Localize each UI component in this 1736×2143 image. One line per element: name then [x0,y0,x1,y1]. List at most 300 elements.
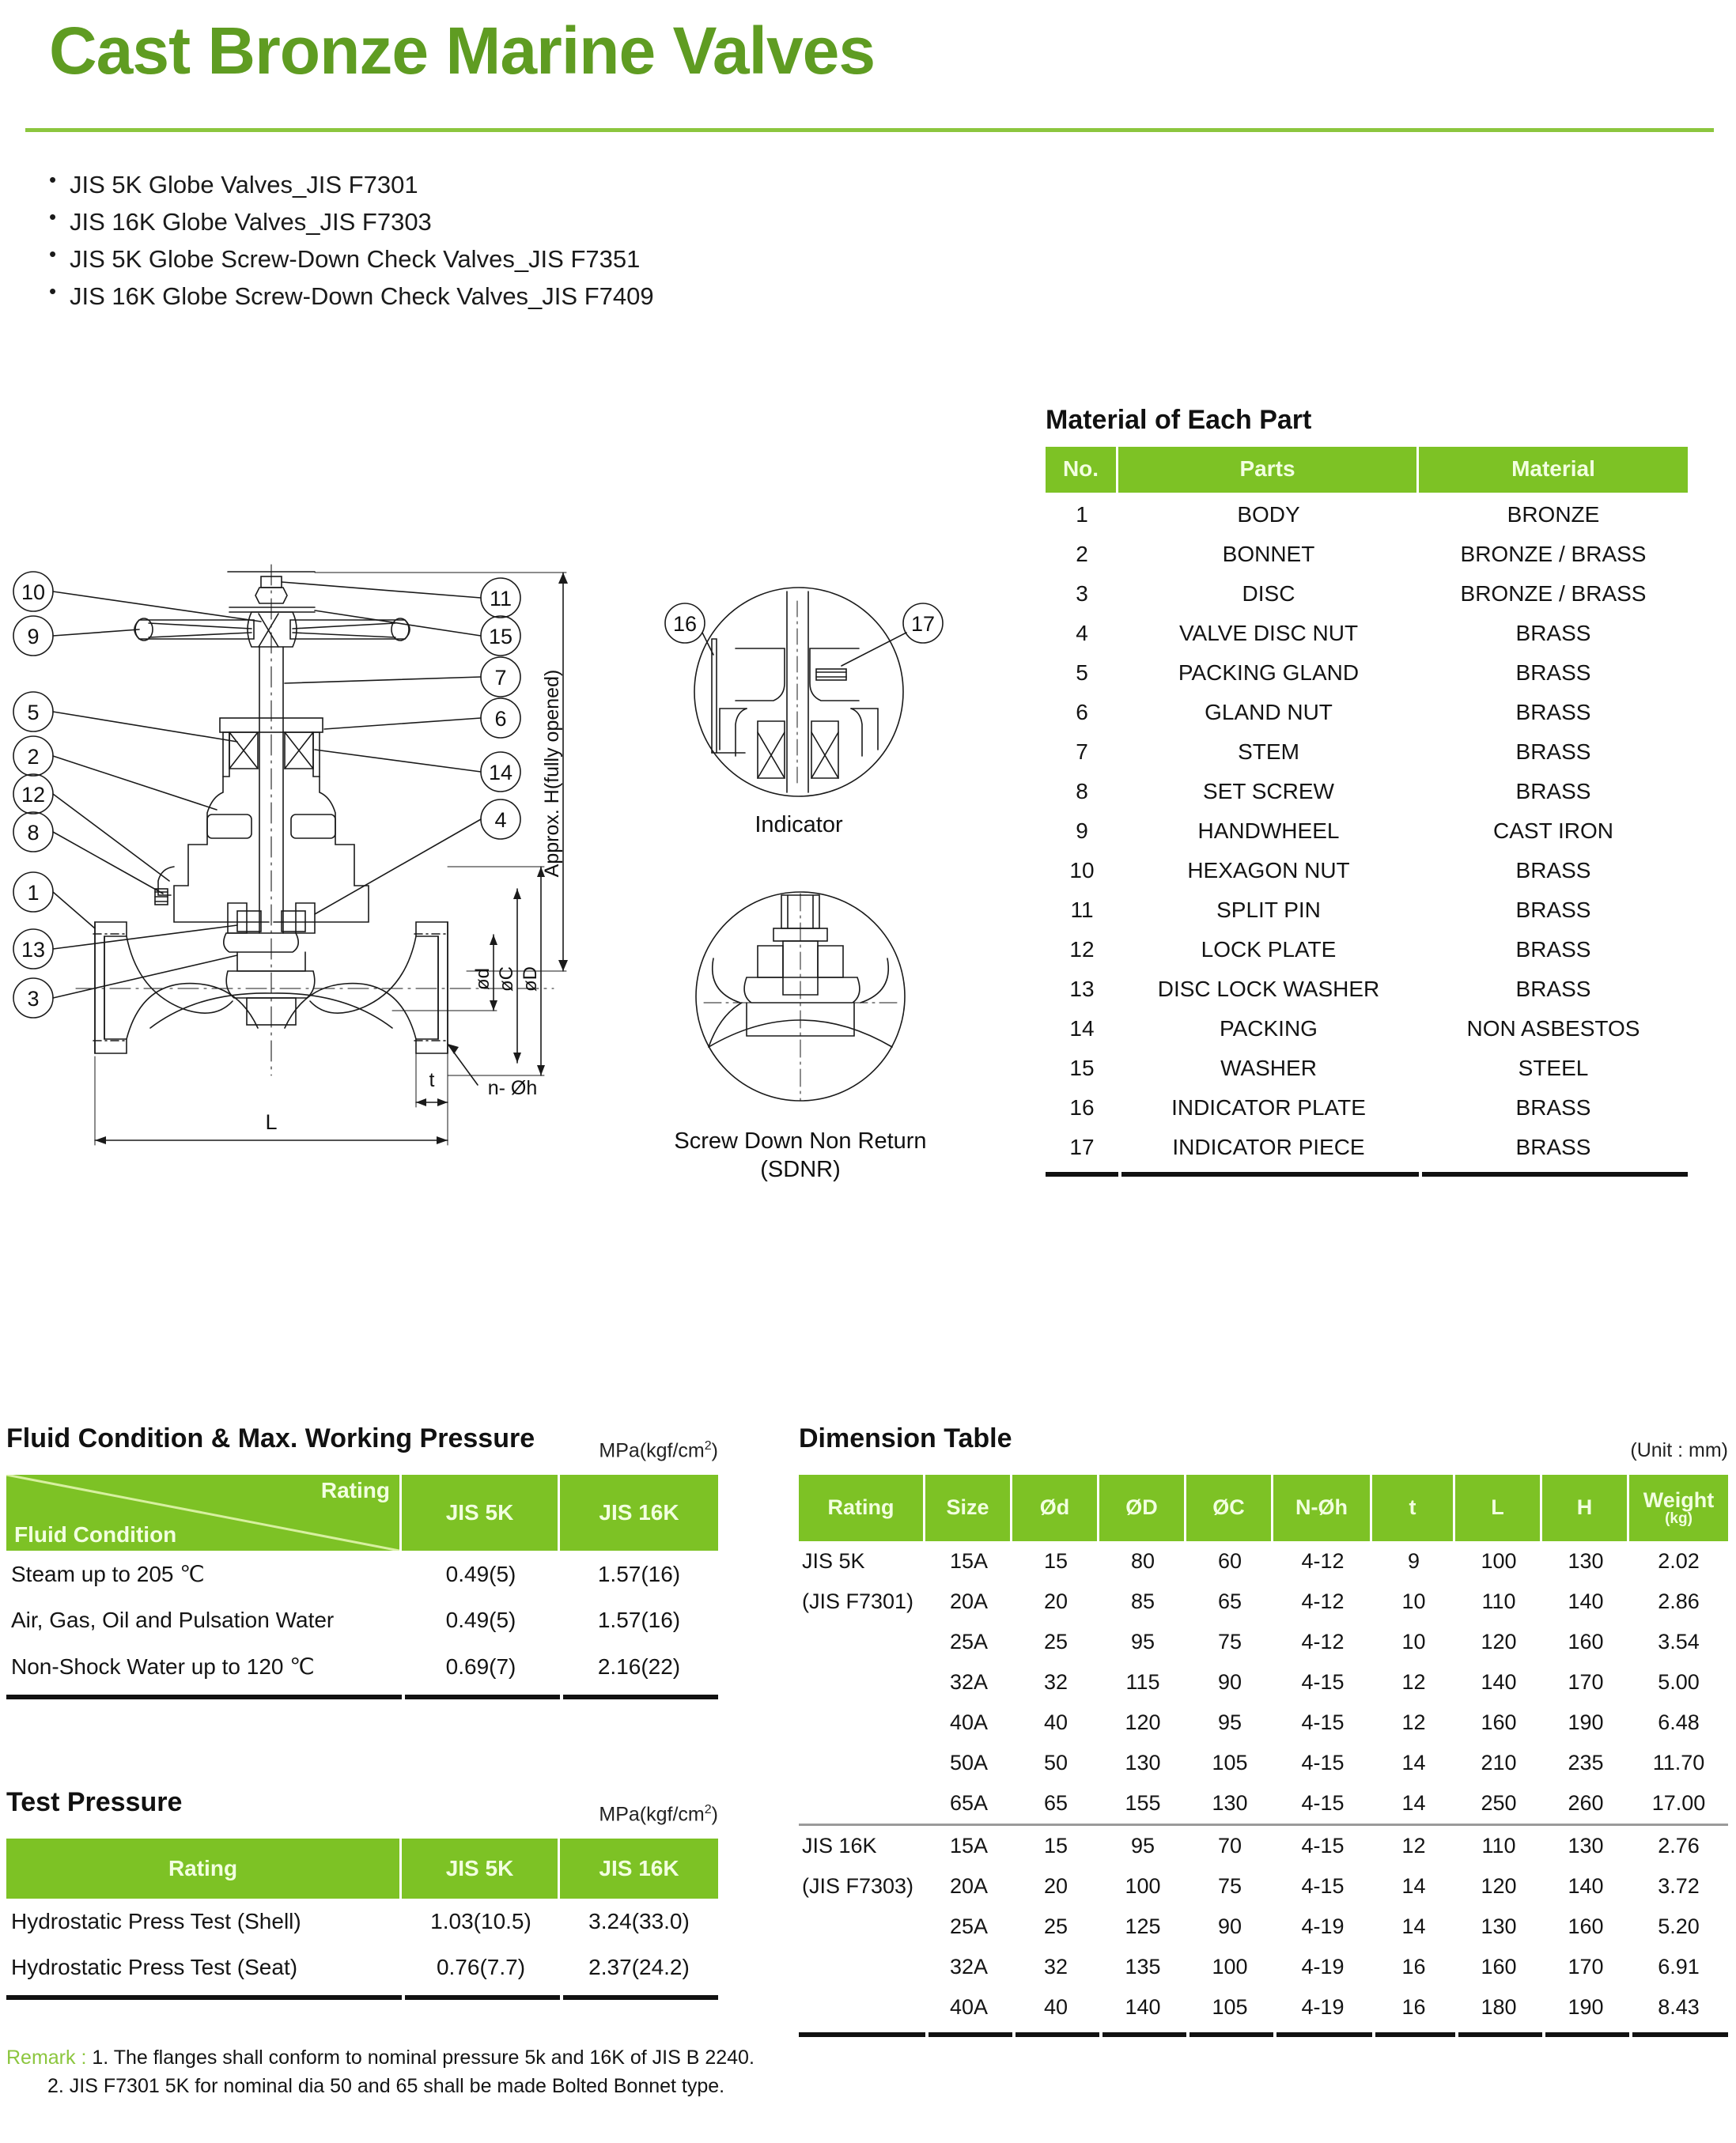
cell-od-d: 20 [1043,1874,1068,1898]
test-table-title: Test Pressure [6,1787,183,1817]
table-row [1046,732,1688,772]
cell-part: WASHER [1220,1056,1317,1080]
dim-label-bolt-circle: øC [496,966,517,992]
cell-size: 15A [949,1549,989,1573]
cell-od-C: 90 [1217,1914,1242,1938]
remark-block [6,2044,845,2100]
page-title: Cast Bronze Marine Valves [49,13,876,88]
table-row [1046,1088,1688,1128]
weight-label: Weight [1643,1487,1715,1512]
column-header-n-oh: N-Øh [1273,1475,1372,1541]
dim-label-holes: n- Øh [487,1077,538,1099]
cell-H: 160 [1568,1914,1604,1938]
table-row [1046,890,1688,930]
cell-H: 190 [1568,1995,1604,2019]
cell-L: 120 [1481,1874,1517,1898]
cell-part: VALVE DISC NUT [1178,621,1359,645]
callout-17: 17 [910,612,936,636]
detail-caption-indicator: Indicator [755,812,843,837]
valve-drawing-svg [0,554,1020,1249]
cell-jis5k: 0.69(7) [445,1654,516,1679]
table-row [799,1743,1728,1783]
cell-no: 9 [1076,818,1088,843]
valve-technical-drawing [0,554,1020,1249]
cell-n-oh: 4-15 [1301,1710,1345,1734]
cell-n-oh: 4-12 [1301,1589,1345,1613]
test-pressure-block [6,1787,718,2000]
cell-t: 14 [1401,1791,1426,1815]
cell-t: 14 [1401,1874,1426,1898]
cell-weight: 5.20 [1658,1914,1700,1938]
cell-L: 120 [1481,1630,1517,1654]
cell-H: 140 [1568,1589,1604,1613]
cell-n-oh: 4-19 [1301,1955,1345,1979]
cell-jis5k: 0.49(5) [445,1608,516,1632]
cell-n-oh: 4-15 [1301,1791,1345,1815]
cell-L: 110 [1481,1834,1516,1858]
cell-part: INDICATOR PIECE [1172,1135,1365,1159]
material-table-title: Material of Each Part [1046,405,1312,435]
dimension-table-unit: (Unit : mm) [1630,1439,1728,1461]
detail-caption-sdnr-line1: Screw Down Non Return [674,1128,927,1154]
cell-rating-empty [799,1703,925,1743]
cell-t: 16 [1401,1995,1426,2019]
cell-L: 160 [1481,1710,1517,1734]
cell-L: 130 [1481,1914,1517,1938]
cell-jis16k: 1.57(16) [597,1561,681,1586]
cell-material: NON ASBESTOS [1466,1016,1640,1041]
cell-H: 130 [1568,1549,1604,1573]
cell-part: STEM [1238,739,1299,764]
dim-label-length: L [265,1110,278,1134]
cell-material: BRONZE [1507,502,1600,527]
column-header-weight [1629,1475,1728,1541]
column-header-parts: Parts [1118,447,1419,495]
cell-material: BRASS [1515,937,1591,962]
remark-line-1: 1. The flanges shall conform to nominal pressure 5k and 16K of JIS B 2240. [92,2047,755,2069]
cell-size: 40A [949,1995,989,2019]
cell-od-D: 115 [1125,1670,1160,1694]
cell-material: BRASS [1515,1135,1591,1159]
table-row [1046,772,1688,811]
column-header-H: H [1542,1475,1629,1541]
cell-L: 110 [1481,1589,1516,1613]
cell-part: BONNET [1222,542,1315,566]
table-row [6,1945,718,1990]
cell-material: BRONZE / BRASS [1460,581,1647,606]
column-header-L: L [1455,1475,1542,1541]
cell-H: 140 [1568,1874,1604,1898]
cell-od-C: 75 [1217,1630,1242,1654]
cell-t: 16 [1401,1955,1426,1979]
table-header-row [1046,447,1688,495]
title-divider [25,128,1714,132]
cell-material: BRASS [1515,977,1591,1001]
cell-od-C: 105 [1212,1751,1248,1774]
cell-no: 13 [1069,977,1095,1001]
callout-10: 10 [21,580,46,604]
table-header-row [799,1475,1728,1541]
material-table-block [1046,405,1688,1177]
cell-no: 17 [1069,1135,1095,1159]
dimension-table-block [799,1423,1728,2037]
cell-od-D: 95 [1130,1630,1155,1654]
cell-no: 2 [1076,542,1088,566]
callout-1: 1 [27,881,40,905]
table-row [1046,653,1688,693]
dim-label-thickness: t [429,1069,435,1091]
cell-no: 15 [1069,1056,1095,1080]
cell-od-d: 25 [1043,1914,1068,1938]
cell-jis5k: 1.03(10.5) [430,1909,531,1933]
cell-fluid-condition: Non-Shock Water up to 120 ℃ [11,1654,315,1679]
cell-size: 32A [949,1955,989,1979]
cell-od-C: 130 [1212,1791,1248,1815]
dimension-table-title: Dimension Table [799,1423,1012,1453]
cell-part: HEXAGON NUT [1187,858,1350,883]
table-row [1046,1128,1688,1167]
cell-od-d: 50 [1043,1751,1068,1774]
cell-od-C: 70 [1217,1834,1242,1858]
table-row [799,1947,1728,1987]
callout-9: 9 [27,625,40,648]
cell-material: CAST IRON [1493,818,1613,843]
cell-part: INDICATOR PLATE [1171,1095,1366,1120]
callout-14: 14 [488,761,513,784]
callout-4: 4 [494,808,507,832]
test-table-unit: $MPa(kgf/cm^2)$ [599,1802,718,1825]
cell-rating-empty [799,1743,925,1783]
cell-od-d: 20 [1043,1589,1068,1613]
cell-n-oh: 4-15 [1301,1834,1345,1858]
cell-size: 50A [949,1751,989,1774]
callout-12: 12 [21,783,46,807]
table-row [1046,851,1688,890]
table-row [799,1582,1728,1622]
table-row [1046,495,1688,535]
cell-n-oh: 4-15 [1301,1670,1345,1694]
cell-L: 140 [1481,1670,1517,1694]
cell-weight: 2.86 [1658,1589,1700,1613]
cell-od-D: 85 [1130,1589,1155,1613]
cell-od-d: 32 [1043,1670,1068,1694]
cell-weight: 11.70 [1652,1751,1705,1774]
table-row [799,1866,1728,1907]
cell-t: 10 [1401,1589,1426,1613]
cell-weight: 8.43 [1658,1995,1700,2019]
cell-H: 170 [1568,1670,1604,1694]
cell-material: BRASS [1515,739,1591,764]
cell-test-name: Hydrostatic Press Test (Shell) [11,1909,301,1933]
cell-test-name: Hydrostatic Press Test (Seat) [11,1955,298,1979]
cell-no: 1 [1076,502,1088,527]
fluid-table-title: Fluid Condition & Max. Working Pressure [6,1423,535,1453]
cell-material: BRASS [1515,700,1591,724]
cell-L: 160 [1481,1955,1517,1979]
material-table-bottom-rule [1046,1172,1688,1177]
cell-rating-empty [799,1907,925,1947]
cell-material: BRASS [1515,660,1591,685]
cell-t: 14 [1401,1914,1426,1938]
cell-part: DISC LOCK WASHER [1157,977,1380,1001]
cell-rating-empty [799,1987,925,2028]
table-row [799,1783,1728,1824]
cell-t: 14 [1401,1751,1426,1774]
table-header-row [6,1475,718,1551]
cell-od-D: 80 [1130,1549,1155,1573]
cell-size: 20A [949,1874,989,1898]
cell-part: SET SCREW [1203,779,1334,803]
fluid-table-bottom-rule [6,1695,718,1699]
cell-fluid-condition: Steam up to 205 ℃ [11,1562,205,1586]
cell-no: 11 [1070,898,1094,922]
fluid-condition-block [6,1423,718,1699]
list-item: • JIS 16K Globe Screw-Down Check Valves_JIS F7409 [49,278,998,315]
table-row [799,1703,1728,1743]
cell-L: 250 [1481,1791,1517,1815]
table-row [1046,930,1688,969]
cell-size: 40A [949,1710,989,1734]
cell-rating: JIS 16K [802,1834,877,1858]
table-row [799,1622,1728,1662]
table-row [1046,614,1688,653]
remark-label: Remark : [6,2047,87,2069]
cell-od-d: 15 [1043,1834,1068,1858]
cell-n-oh: 4-12 [1301,1630,1345,1654]
callout-11: 11 [489,587,512,610]
cell-jis16k: 2.37(24.2) [588,1955,690,1979]
list-item: • JIS 5K Globe Valves_JIS F7301 [49,166,998,203]
cell-od-d: 65 [1043,1791,1068,1815]
cell-n-oh: 4-15 [1301,1751,1345,1774]
cell-no: 8 [1076,779,1088,803]
table-row [1046,969,1688,1009]
column-header-size: Size [925,1475,1012,1541]
table-row [799,1987,1728,2028]
cell-n-oh: 4-19 [1301,1914,1345,1938]
cell-H: 160 [1568,1630,1604,1654]
cell-od-D: 155 [1125,1791,1161,1815]
cell-od-D: 100 [1125,1874,1161,1898]
cell-n-oh: 4-19 [1301,1995,1345,2019]
cell-weight: 6.91 [1658,1955,1700,1979]
table-row [1046,1009,1688,1049]
cell-H: 260 [1568,1791,1604,1815]
cell-jis16k: 1.57(16) [597,1608,681,1632]
test-table-bottom-rule [6,1995,718,2000]
table-row [799,1662,1728,1703]
column-header-od-d: Ød [1012,1475,1099,1541]
cell-weight: 2.02 [1658,1549,1700,1573]
cell-weight: 6.48 [1658,1710,1700,1734]
cell-weight: 5.00 [1658,1670,1700,1694]
cell-jis16k: 2.16(22) [597,1654,681,1679]
cell-weight: 3.72 [1658,1874,1700,1898]
cell-L: 180 [1481,1995,1517,2019]
table-header-row [6,1839,718,1899]
callout-16: 16 [672,612,698,636]
cell-rating-empty [799,1783,925,1824]
standards-list [49,166,998,315]
cell-t: 12 [1401,1834,1426,1858]
table-row [799,1826,1728,1866]
cell-rating-empty [799,1947,925,1987]
cell-t: 9 [1407,1549,1420,1573]
callout-2: 2 [27,745,40,769]
cell-od-C: 75 [1217,1874,1242,1898]
cell-size: 15A [949,1834,989,1858]
cell-part: SPLIT PIN [1216,898,1321,922]
cell-material: BRASS [1515,621,1591,645]
dimension-table [799,1475,1728,2028]
cell-od-C: 90 [1217,1670,1242,1694]
cell-material: BRONZE / BRASS [1460,542,1647,566]
cell-part: PACKING GLAND [1178,660,1360,685]
cell-part: PACKING [1220,1016,1318,1041]
table-row [799,1907,1728,1947]
cell-t: 12 [1401,1710,1426,1734]
dimension-table-bottom-rule [799,2032,1728,2037]
cell-od-C: 105 [1212,1995,1248,2019]
column-header-no: No. [1046,447,1118,495]
cell-od-D: 130 [1125,1751,1161,1774]
cell-material: BRASS [1515,898,1591,922]
material-table [1046,447,1688,1167]
callout-8: 8 [27,821,40,845]
cell-t: 10 [1401,1630,1426,1654]
cell-size: 20A [949,1589,989,1613]
cell-od-C: 65 [1217,1589,1242,1613]
cell-n-oh: 4-12 [1301,1549,1345,1573]
callout-15: 15 [488,625,513,648]
dim-label-flange-od: øD [520,966,541,992]
cell-material: BRASS [1515,779,1591,803]
cell-od-D: 125 [1125,1914,1161,1938]
table-row [1046,574,1688,614]
cell-size: 65A [949,1791,989,1815]
header-diagonal-cell [6,1475,402,1551]
cell-od-C: 95 [1217,1710,1242,1734]
cell-part: HANDWHEEL [1197,818,1340,843]
table-row [6,1597,718,1643]
cell-no: 12 [1069,937,1095,962]
cell-jis5k: 0.49(5) [445,1561,516,1586]
cell-od-C: 60 [1217,1549,1242,1573]
table-row [799,1541,1728,1582]
column-header-jis5k: JIS 5K [402,1839,560,1899]
cell-od-d: 32 [1043,1955,1068,1979]
cell-part: DISC [1242,581,1295,606]
column-header-jis16k: JIS 16K [560,1475,718,1551]
column-header-jis5k: JIS 5K [402,1475,560,1551]
cell-material: BRASS [1515,858,1591,883]
detail-caption-sdnr-line2: (SDNR) [760,1157,841,1182]
table-row [6,1643,718,1690]
cell-no: 10 [1069,858,1095,883]
cell-rating-standard: (JIS F7301) [802,1589,914,1613]
cell-L: 100 [1481,1549,1517,1573]
cell-H: 190 [1568,1710,1604,1734]
cell-material: STEEL [1518,1056,1589,1080]
cell-rating: JIS 5K [802,1549,865,1573]
table-row [1046,811,1688,851]
cell-weight: 3.54 [1658,1630,1700,1654]
cell-od-D: 140 [1125,1995,1161,2019]
list-item: • JIS 16K Globe Valves_JIS F7303 [49,203,998,240]
remark-line-2: 2. JIS F7301 5K for nominal dia 50 and 65 shall be made Bolted Bonnet type. [47,2074,725,2097]
callout-3: 3 [27,987,40,1011]
cell-od-D: 135 [1125,1955,1161,1979]
column-header-material: Material [1419,447,1688,495]
table-row [1046,535,1688,574]
callout-6: 6 [494,707,507,731]
cell-fluid-condition: Air, Gas, Oil and Pulsation Water [11,1608,335,1632]
cell-od-C: 100 [1212,1955,1248,1979]
cell-no: 3 [1076,581,1088,606]
header-label-rating: Rating [320,1478,390,1502]
table-row [1046,1049,1688,1088]
list-item: • JIS 5K Globe Screw-Down Check Valves_JIS F7351 [49,240,998,278]
test-pressure-table [6,1839,718,1990]
fluid-table-unit: $MPa(kgf/cm^2)$ [599,1438,718,1461]
callout-13: 13 [21,938,46,962]
cell-t: 12 [1401,1670,1426,1694]
cell-rating-empty [799,1662,925,1703]
cell-rating-empty [799,1622,925,1662]
cell-rating-standard: (JIS F7303) [802,1874,914,1898]
cell-part: BODY [1237,502,1300,527]
cell-od-d: 40 [1043,1710,1068,1734]
cell-H: 130 [1568,1834,1604,1858]
column-header-rating: Rating [6,1839,402,1899]
column-header-od-D: ØD [1099,1475,1186,1541]
cell-weight: 17.00 [1651,1791,1706,1815]
column-header-t: t [1372,1475,1455,1541]
cell-no: 4 [1076,621,1088,645]
header-label-fluid-condition: Fluid Condition [14,1522,177,1547]
dim-label-height: Approx. H(fully opened) [541,669,563,878]
cell-od-D: 95 [1130,1834,1155,1858]
column-header-rating: Rating [799,1475,925,1541]
cell-od-D: 120 [1125,1710,1161,1734]
dim-label-bore: ød [472,967,494,991]
cell-L: 210 [1481,1751,1517,1774]
callout-5: 5 [27,701,40,724]
table-row [6,1899,718,1945]
cell-material: BRASS [1515,1095,1591,1120]
cell-od-d: 25 [1043,1630,1068,1654]
callout-7: 7 [494,666,507,690]
cell-no: 7 [1076,739,1088,764]
cell-jis16k: 3.24(33.0) [588,1909,690,1933]
fluid-condition-table [6,1475,718,1690]
table-row [1046,693,1688,732]
cell-H: 170 [1568,1955,1604,1979]
cell-n-oh: 4-15 [1301,1874,1345,1898]
cell-od-d: 15 [1043,1549,1068,1573]
column-header-od-C: ØC [1186,1475,1273,1541]
cell-size: 32A [949,1670,989,1694]
cell-jis5k: 0.76(7.7) [436,1955,526,1979]
cell-part: LOCK PLATE [1201,937,1337,962]
cell-no: 14 [1069,1016,1095,1041]
cell-od-d: 40 [1043,1995,1068,2019]
table-row [6,1551,718,1597]
cell-weight: 2.76 [1658,1834,1700,1858]
cell-no: 5 [1076,660,1088,685]
cell-part: GLAND NUT [1205,700,1333,724]
cell-size: 25A [949,1914,989,1938]
